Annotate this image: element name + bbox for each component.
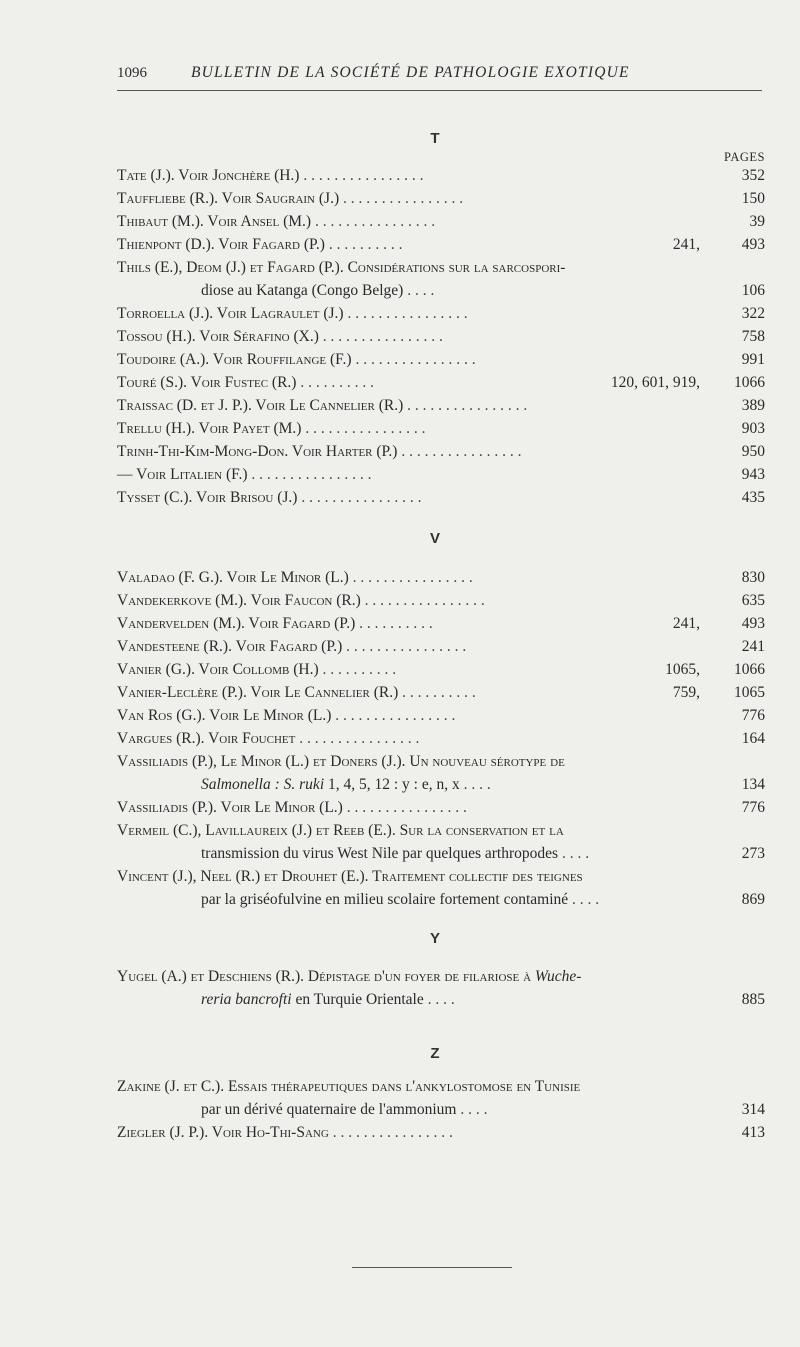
leader-dots: . . . . . . . . . . — [324, 236, 403, 253]
entry-text: par la griséofulvine en milieu scolaire fortement contaminé — [201, 891, 569, 908]
entry-page: 1065 — [734, 684, 765, 701]
entry-author: Vanier-Leclère (P.). Voir — [117, 684, 285, 701]
entry-author: Trinh-Thi-Kim-Mong-Don. Voir — [117, 443, 326, 460]
index-entry — [117, 750, 695, 796]
entry-target: Payet (M.) — [232, 420, 302, 437]
entry-author: Vassiliadis (P.). Voir — [117, 799, 255, 816]
entry-target: Lagraulet (J.) — [250, 305, 344, 322]
entry-author: Touré (S.). Voir — [117, 374, 225, 391]
running-header — [117, 64, 762, 91]
entry-continuation — [117, 773, 695, 796]
index-entry — [117, 486, 695, 509]
index-entry — [117, 965, 695, 1011]
index-entry — [117, 348, 695, 371]
index-entry — [117, 681, 695, 704]
leader-dots: . . . . . . . . . . — [296, 374, 374, 391]
index-entry — [117, 612, 695, 635]
index-entry — [117, 233, 695, 256]
entry-author: Yugel (A.) et Deschiens (R.). Dépistage d'un foyer de filariose à — [117, 968, 535, 985]
leader-dots: . . . . . . . . . . . . . . . . — [331, 707, 456, 724]
leader-dots: . . . . . . . . . . — [318, 661, 397, 678]
entry-continuation — [117, 888, 695, 911]
leader-dots: . . . . . . . . . . . . . . . . — [318, 328, 443, 345]
page-number: 1096 — [117, 65, 147, 81]
leader-dots: . . . . — [423, 991, 455, 1008]
entry-target: Fagard (P.) — [269, 638, 343, 655]
entry-italic: Salmonella : S. ruki — [201, 776, 325, 793]
leader-dots: . . . . . . . . . . — [355, 615, 433, 632]
section-letter-z: Z — [430, 1045, 440, 1062]
entry-continuation — [117, 279, 695, 302]
entry-author: Trellu (H.). Voir — [117, 420, 233, 437]
index-entry — [117, 796, 695, 819]
index-entry — [117, 210, 695, 233]
entry-author: Ziegler (J. P.). Voir — [117, 1124, 246, 1141]
entry-pages-inline: 241, — [667, 233, 700, 256]
section-letter-t: T — [430, 130, 440, 147]
entry-page: 150 — [741, 190, 765, 207]
leader-dots: . . . . — [403, 282, 435, 299]
index-entry — [117, 566, 695, 589]
entry-page: 493 — [741, 615, 765, 632]
index-entry — [117, 1121, 695, 1144]
entry-page: 869 — [741, 891, 765, 908]
entry-author: Vermeil (C.), Lavillaureix (J.) et Reeb (E.). Sur la conservation et la — [117, 822, 564, 839]
entry-page: 1066 — [734, 374, 765, 391]
leader-dots: . . . . . . . . . . . . . . . . — [299, 167, 424, 184]
entry-page: 389 — [741, 397, 765, 414]
leader-dots: . . . . . . . . . . . . . . . . — [301, 420, 426, 437]
entry-author: Vandervelden (M.). Voir — [117, 615, 283, 632]
entry-author: Valadao (F. G.). Voir — [117, 569, 261, 586]
entry-author: Tysset (C.). Voir — [117, 489, 230, 506]
index-entry — [117, 865, 695, 911]
entry-target: Jonchère (H.) — [212, 167, 300, 184]
entry-target: Saugrain (J.) — [255, 190, 340, 207]
entry-target: Ho-Thi-Sang — [245, 1124, 329, 1141]
entry-page: 776 — [741, 799, 765, 816]
leader-dots: . . . . — [456, 1101, 488, 1118]
index-entry — [117, 325, 695, 348]
entry-target: Faucon (R.) — [284, 592, 361, 609]
entry-page: 435 — [741, 489, 765, 506]
entry-page: 493 — [741, 236, 765, 253]
entry-page: 273 — [741, 845, 765, 862]
index-entry — [117, 704, 695, 727]
entry-page: 106 — [741, 282, 765, 299]
entry-page: 39 — [749, 213, 765, 230]
entry-target: Collomb (H.) — [232, 661, 319, 678]
entry-target: Rouffilange (F.) — [246, 351, 352, 368]
leader-dots: . . . . . . . . . . . . . . . . — [295, 730, 420, 747]
entry-page: 776 — [741, 707, 765, 724]
entry-target: Le Minor (L.) — [243, 707, 332, 724]
entry-author: Vargues (R.). Voir — [117, 730, 243, 747]
index-entry — [117, 417, 695, 440]
section-letter-v: V — [429, 530, 440, 547]
leader-dots: . . . . — [558, 845, 590, 862]
entry-author: Zakine (J. et C.). Essais thérapeutiques dans l'ankylostomose en Tunisie — [117, 1078, 581, 1095]
entry-target: Brisou (J.) — [229, 489, 298, 506]
entry-page: 413 — [741, 1124, 765, 1141]
section-letter-y: Y — [429, 930, 440, 947]
index-entry — [117, 819, 695, 865]
journal-title: BULLETIN DE LA SOCIÉTÉ DE PATHOLOGIE EXOTIQUE — [191, 64, 630, 81]
entry-target: Sérafino (X.) — [233, 328, 319, 345]
entry-author: Tauffliebe (R.). Voir — [117, 190, 256, 207]
entry-page: 943 — [741, 466, 765, 483]
index-entry — [117, 440, 695, 463]
pages-column-label: PAGES — [724, 150, 765, 164]
entry-author: Vanier (G.). Voir — [117, 661, 233, 678]
leader-dots: . . . . — [459, 776, 491, 793]
index-entry — [117, 463, 695, 486]
entry-target: Harter (P.) — [325, 443, 398, 460]
entry-author: Vincent (J.), Neel (R.) et Drouhet (E.). Traitement collectif des teignes — [117, 868, 583, 885]
closing-rule — [352, 1267, 512, 1268]
index-entry — [117, 187, 695, 210]
entry-pages-inline: 120, 601, 919, — [605, 371, 700, 394]
leader-dots: . . . . . . . . . . . . . . . . — [342, 638, 467, 655]
entry-page: 885 — [741, 991, 765, 1008]
index-entry — [117, 164, 695, 187]
entry-author: Tossou (H.). Voir — [117, 328, 234, 345]
entry-author: Thienpont (D.). Voir — [117, 236, 253, 253]
leader-dots: . . . . . . . . . . — [398, 684, 476, 701]
entry-author: Thils (E.), Deom (J.) et Fagard (P.). Considérations sur la sarcospori- — [117, 259, 566, 276]
entry-continuation — [117, 1098, 695, 1121]
leader-dots: . . . . . . . . . . . . . . . . — [339, 190, 464, 207]
entry-target: Fustec (R.) — [224, 374, 297, 391]
entry-author: Thibaut (M.). Voir — [117, 213, 241, 230]
entry-page: 635 — [741, 592, 765, 609]
entry-author: Van Ros (G.). Voir — [117, 707, 244, 724]
index-entry — [117, 635, 695, 658]
entry-text: diose au Katanga (Congo Belge) — [201, 282, 404, 299]
entry-target: Fouchet — [242, 730, 296, 747]
leader-dots: . . . . . . . . . . . . . . . . — [360, 592, 485, 609]
entry-author: Torroella (J.). Voir — [117, 305, 251, 322]
entry-author: Vassiliadis (P.), Le Minor (L.) et Doners (J.). Un nouveau sérotype de — [117, 753, 565, 770]
entry-page: 830 — [741, 569, 765, 586]
entry-text: en Turquie Orientale — [291, 991, 424, 1008]
leader-dots: . . . . . . . . . . . . . . . . — [247, 466, 372, 483]
entry-author: — Voir — [117, 466, 171, 483]
entry-target: Le Cannelier (R.) — [284, 684, 399, 701]
index-entry — [117, 658, 695, 681]
entry-page: 1066 — [734, 661, 765, 678]
leader-dots: . . . . . . . . . . . . . . . . — [343, 305, 468, 322]
entry-italic: reria bancrofti — [201, 991, 292, 1008]
entry-text: par un dérivé quaternaire de l'ammonium — [201, 1101, 457, 1118]
entry-author: Tate (J.). Voir — [117, 167, 213, 184]
entry-text: transmission du virus West Nile par quelques arthropodes — [201, 845, 559, 862]
entry-target: Ansel (M.) — [240, 213, 312, 230]
entry-target: Fagard (P.) — [252, 236, 325, 253]
leader-dots: . . . . — [568, 891, 600, 908]
entry-page: 314 — [741, 1101, 765, 1118]
entry-page: 903 — [741, 420, 765, 437]
entry-page: 322 — [741, 305, 765, 322]
leader-dots: . . . . . . . . . . . . . . . . — [403, 397, 528, 414]
leader-dots: . . . . . . . . . . . . . . . . — [311, 213, 436, 230]
entry-page: 241 — [741, 638, 765, 655]
entry-page: 758 — [741, 328, 765, 345]
entry-page: 950 — [741, 443, 765, 460]
entry-author: Traissac (D. et J. P.). Voir — [117, 397, 290, 414]
entry-page: 164 — [741, 730, 765, 747]
entry-author: Vandekerkove (M.). Voir — [117, 592, 285, 609]
leader-dots: . . . . . . . . . . . . . . . . — [397, 443, 522, 460]
index-entry — [117, 1075, 695, 1121]
entry-page: 352 — [741, 167, 765, 184]
index-entry — [117, 256, 695, 302]
entry-pages-inline: 1065, — [659, 658, 700, 681]
entry-target: Litalien (F.) — [170, 466, 248, 483]
leader-dots: . . . . . . . . . . . . . . . . — [351, 351, 476, 368]
index-entry — [117, 727, 695, 750]
entry-target: Fagard (P.) — [282, 615, 356, 632]
entry-pages-inline: 759, — [667, 681, 700, 704]
leader-dots: . . . . . . . . . . . . . . . . — [342, 799, 467, 816]
entry-pages-inline: 241, — [667, 612, 700, 635]
entry-target: Le Minor (L.) — [254, 799, 343, 816]
entry-continuation — [117, 842, 695, 865]
entry-text: 1, 4, 5, 12 : y : e, n, x — [324, 776, 460, 793]
entry-continuation — [117, 988, 695, 1011]
entry-page: 991 — [741, 351, 765, 368]
leader-dots: . . . . . . . . . . . . . . . . — [348, 569, 473, 586]
index-entry — [117, 394, 695, 417]
entry-target: Le Minor (L.) — [260, 569, 349, 586]
index-entry — [117, 589, 695, 612]
index-entry — [117, 302, 695, 325]
entry-target: Le Cannelier (R.) — [289, 397, 404, 414]
entry-author: Vandesteene (R.). Voir — [117, 638, 270, 655]
entry-author: Toudoire (A.). Voir — [117, 351, 247, 368]
entry-page: 134 — [741, 776, 765, 793]
leader-dots: . . . . . . . . . . . . . . . . — [297, 489, 422, 506]
entry-author-italic: Wuche- — [534, 968, 582, 985]
leader-dots: . . . . . . . . . . . . . . . . — [328, 1124, 453, 1141]
